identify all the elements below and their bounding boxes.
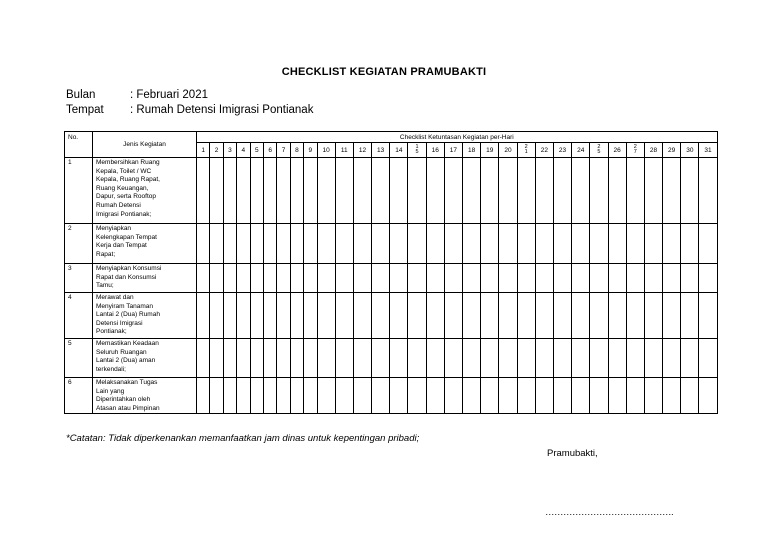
checklist-cell[interactable]	[390, 264, 408, 293]
checklist-cell[interactable]	[353, 264, 371, 293]
checklist-cell[interactable]	[444, 224, 462, 264]
checklist-cell[interactable]	[626, 224, 644, 264]
row-number: 3	[65, 264, 93, 293]
row-number: 1	[65, 158, 93, 224]
checklist-cell[interactable]	[626, 264, 644, 293]
checklist-cell[interactable]	[644, 224, 662, 264]
activity-line: Merawat dan	[96, 294, 134, 301]
checklist-cell[interactable]	[210, 293, 223, 339]
checklist-cell[interactable]	[608, 158, 626, 224]
checklist-cell[interactable]	[390, 158, 408, 224]
checklist-cell[interactable]	[444, 339, 462, 378]
checklist-cell[interactable]	[317, 293, 335, 339]
checklist-cell[interactable]	[372, 378, 390, 414]
checklist-cell[interactable]	[335, 158, 353, 224]
day-header: 12	[353, 143, 371, 158]
checklist-cell[interactable]	[535, 339, 553, 378]
checklist-cell[interactable]	[197, 339, 210, 378]
checklist-cell[interactable]	[250, 224, 263, 264]
checklist-cell[interactable]	[390, 378, 408, 414]
activity-line: Lantai 2 (Dua) Rumah	[96, 311, 160, 319]
checklist-cell[interactable]	[372, 158, 390, 224]
checklist-cell[interactable]	[223, 224, 236, 264]
checklist-cell[interactable]	[408, 264, 426, 293]
day-header: 23	[553, 143, 571, 158]
note-text: *Catatan: Tidak diperkenankan memanfaatkan jam dinas untuk kepentingan pribadi;	[66, 433, 420, 444]
checklist-cell[interactable]	[197, 378, 210, 414]
checklist-cell[interactable]	[553, 378, 571, 414]
checklist-cell[interactable]	[390, 339, 408, 378]
checklist-cell[interactable]	[210, 378, 223, 414]
day-header: 24	[572, 143, 590, 158]
activity-line: Pontianak;	[96, 328, 127, 336]
activity-line: Membersihkan Ruang	[96, 159, 160, 166]
activity-description	[93, 293, 197, 339]
activity-line: Menyiram Tanaman	[96, 302, 153, 310]
checklist-cell[interactable]	[353, 158, 371, 224]
checklist-cell[interactable]	[626, 378, 644, 414]
day-header: 2 5	[590, 143, 608, 158]
checklist-cell[interactable]	[517, 339, 535, 378]
document-title: CHECKLIST KEGIATAN PRAMUBAKTI	[281, 66, 487, 78]
day-header: 19	[481, 143, 499, 158]
checklist-cell[interactable]	[608, 339, 626, 378]
checklist-cell[interactable]	[335, 378, 353, 414]
checklist-cell[interactable]	[481, 293, 499, 339]
table-row	[65, 158, 718, 224]
table-row	[65, 264, 718, 293]
checklist-cell[interactable]	[408, 378, 426, 414]
checklist-cell[interactable]	[590, 378, 608, 414]
checklist-cell[interactable]	[644, 378, 662, 414]
checklist-cell[interactable]	[277, 378, 290, 414]
checklist-cell[interactable]	[572, 158, 590, 224]
checklist-cell[interactable]	[481, 378, 499, 414]
day-header: 2	[210, 143, 223, 158]
checklist-cell[interactable]	[663, 158, 681, 224]
checklist-cell[interactable]	[572, 264, 590, 293]
checklist-cell[interactable]	[335, 293, 353, 339]
checklist-cell[interactable]	[663, 339, 681, 378]
checklist-cell[interactable]	[699, 378, 717, 414]
checklist-cell[interactable]	[250, 339, 263, 378]
checklist-cell[interactable]	[681, 224, 699, 264]
checklist-cell[interactable]	[644, 293, 662, 339]
checklist-cell[interactable]	[463, 339, 481, 378]
checklist-cell[interactable]	[335, 224, 353, 264]
checklist-cell[interactable]	[681, 158, 699, 224]
checklist-cell[interactable]	[699, 293, 717, 339]
checklist-cell[interactable]	[390, 293, 408, 339]
checklist-cell[interactable]	[535, 293, 553, 339]
table-row	[65, 339, 718, 378]
checklist-cell[interactable]	[353, 378, 371, 414]
checklist-cell[interactable]	[372, 339, 390, 378]
activity-line: terkendali;	[96, 365, 126, 373]
activity-line: Menyiapkan	[96, 225, 132, 232]
day-header: 9	[304, 143, 317, 158]
checklist-cell[interactable]	[572, 378, 590, 414]
checklist-cell[interactable]	[517, 293, 535, 339]
activity-line: Diperintahkan oleh	[96, 396, 151, 404]
checklist-cell[interactable]	[408, 293, 426, 339]
checklist-cell[interactable]	[517, 158, 535, 224]
checklist-cell[interactable]	[277, 158, 290, 224]
checklist-cell[interactable]	[210, 264, 223, 293]
checklist-cell[interactable]	[237, 378, 250, 414]
checklist-cell[interactable]	[463, 378, 481, 414]
checklist-cell[interactable]	[590, 293, 608, 339]
activity-line: Melaksanakan Tugas	[96, 379, 158, 386]
day-header: 14	[390, 143, 408, 158]
activity-line: Lain yang	[96, 387, 125, 395]
activity-line: Memastikan Keadaan	[96, 340, 159, 347]
checklist-cell[interactable]	[681, 293, 699, 339]
checklist-cell[interactable]	[608, 378, 626, 414]
checklist-cell[interactable]	[699, 158, 717, 224]
day-header: 1 5	[408, 143, 426, 158]
signature-line: …………………………………….	[545, 507, 674, 518]
checklist-cell[interactable]	[608, 224, 626, 264]
checklist-cell[interactable]	[237, 264, 250, 293]
checklist-cell[interactable]	[263, 158, 276, 224]
checklist-cell[interactable]	[372, 224, 390, 264]
bulan-value: : Februari 2021	[130, 89, 208, 101]
jenis-kegiatan-header: Jenis Kegiatan	[93, 132, 197, 158]
checklist-cell[interactable]	[535, 264, 553, 293]
checklist-cell[interactable]	[590, 158, 608, 224]
checklist-cell[interactable]	[237, 293, 250, 339]
checklist-cell[interactable]	[499, 158, 517, 224]
day-header: 3	[223, 143, 236, 158]
checklist-cell[interactable]	[408, 224, 426, 264]
checklist-cell[interactable]	[290, 264, 303, 293]
checklist-cell[interactable]	[250, 264, 263, 293]
checklist-cell[interactable]	[481, 224, 499, 264]
checklist-cell[interactable]	[237, 158, 250, 224]
checklist-cell[interactable]	[197, 293, 210, 339]
checklist-cell[interactable]	[663, 264, 681, 293]
checklist-cell[interactable]	[304, 158, 317, 224]
activity-line: Dapur, serta Rooftop	[96, 193, 156, 201]
signature-label: Pramubakti,	[547, 448, 598, 459]
checklist-cell[interactable]	[372, 264, 390, 293]
checklist-cell[interactable]	[463, 264, 481, 293]
checklist-cell[interactable]	[626, 293, 644, 339]
activity-line: Tamu;	[96, 282, 114, 290]
checklist-cell[interactable]	[317, 158, 335, 224]
checklist-cell[interactable]	[517, 378, 535, 414]
checklist-cell[interactable]	[372, 293, 390, 339]
activity-line: Rumah Detensi	[96, 201, 141, 209]
checklist-cell[interactable]	[535, 224, 553, 264]
checklist-cell[interactable]	[663, 293, 681, 339]
checklist-cell[interactable]	[699, 224, 717, 264]
checklist-cell[interactable]	[223, 378, 236, 414]
activity-line: Imigrasi Pontianak;	[96, 210, 152, 218]
row-number: 6	[65, 378, 93, 414]
checklist-cell[interactable]	[499, 264, 517, 293]
checklist-cell[interactable]	[197, 264, 210, 293]
day-header: 16	[426, 143, 444, 158]
checklist-cell[interactable]	[290, 339, 303, 378]
checklist-cell[interactable]	[590, 224, 608, 264]
checklist-cell[interactable]	[353, 339, 371, 378]
day-header: 10	[317, 143, 335, 158]
checklist-cell[interactable]	[304, 339, 317, 378]
row-number: 5	[65, 339, 93, 378]
table-row	[65, 224, 718, 264]
checklist-cell[interactable]	[263, 264, 276, 293]
checklist-cell[interactable]	[444, 264, 462, 293]
checklist-cell[interactable]	[408, 158, 426, 224]
checklist-cell[interactable]	[317, 224, 335, 264]
checklist-cell[interactable]	[572, 293, 590, 339]
tempat-label: Tempat	[66, 104, 104, 116]
bulan-label: Bulan	[66, 89, 96, 101]
checklist-cell[interactable]	[317, 378, 335, 414]
checklist-cell[interactable]	[277, 339, 290, 378]
day-header: 22	[535, 143, 553, 158]
day-header: 13	[372, 143, 390, 158]
checklist-cell[interactable]	[608, 293, 626, 339]
checklist-cell[interactable]	[277, 293, 290, 339]
checklist-cell[interactable]	[426, 293, 444, 339]
checklist-cell[interactable]	[517, 264, 535, 293]
checklist-cell[interactable]	[263, 378, 276, 414]
checklist-cell[interactable]	[608, 264, 626, 293]
checklist-cell[interactable]	[644, 264, 662, 293]
checklist-table	[64, 131, 718, 414]
checklist-cell[interactable]	[644, 158, 662, 224]
activity-description	[93, 158, 197, 224]
checklist-cell[interactable]	[499, 378, 517, 414]
row-number: 2	[65, 224, 93, 264]
checklist-cell[interactable]	[463, 224, 481, 264]
checklist-group-header: Checklist Ketuntasan Kegiatan per-Hari	[197, 132, 718, 143]
checklist-cell[interactable]	[444, 378, 462, 414]
activity-line: Rapat dan Konsumsi	[96, 273, 157, 281]
checklist-cell[interactable]	[481, 339, 499, 378]
checklist-cell[interactable]	[444, 293, 462, 339]
checklist-cell[interactable]	[681, 378, 699, 414]
checklist-cell[interactable]	[223, 264, 236, 293]
row-number: 4	[65, 293, 93, 339]
checklist-cell[interactable]	[681, 264, 699, 293]
checklist-cell[interactable]	[553, 158, 571, 224]
checklist-cell[interactable]	[699, 264, 717, 293]
checklist-cell[interactable]	[335, 264, 353, 293]
day-header: 30	[681, 143, 699, 158]
tempat-value: : Rumah Detensi Imigrasi Pontianak	[130, 104, 314, 116]
day-header: 28	[644, 143, 662, 158]
checklist-cell[interactable]	[499, 339, 517, 378]
checklist-cell[interactable]	[290, 224, 303, 264]
checklist-cell[interactable]	[353, 224, 371, 264]
checklist-cell[interactable]	[290, 378, 303, 414]
checklist-cell[interactable]	[590, 264, 608, 293]
checklist-cell[interactable]	[426, 264, 444, 293]
checklist-cell[interactable]	[237, 224, 250, 264]
checklist-cell[interactable]	[263, 339, 276, 378]
checklist-cell[interactable]	[663, 378, 681, 414]
no-column-header: No.	[65, 132, 93, 158]
checklist-cell[interactable]	[277, 224, 290, 264]
checklist-cell[interactable]	[553, 293, 571, 339]
day-header: 2 1	[517, 143, 535, 158]
day-header: 7	[277, 143, 290, 158]
checklist-cell[interactable]	[263, 293, 276, 339]
checklist-cell[interactable]	[626, 339, 644, 378]
checklist-cell[interactable]	[263, 224, 276, 264]
checklist-cell[interactable]	[353, 293, 371, 339]
activity-line: Kepala, Toilet / WC	[96, 167, 152, 175]
checklist-cell[interactable]	[250, 378, 263, 414]
day-header: 5	[250, 143, 263, 158]
checklist-cell[interactable]	[553, 264, 571, 293]
day-header: 26	[608, 143, 626, 158]
checklist-cell[interactable]	[553, 224, 571, 264]
activity-line: Ruang Keuangan,	[96, 184, 149, 192]
checklist-cell[interactable]	[304, 224, 317, 264]
checklist-cell[interactable]	[277, 264, 290, 293]
checklist-cell[interactable]	[290, 293, 303, 339]
table-row	[65, 378, 718, 414]
checklist-cell[interactable]	[237, 339, 250, 378]
checklist-cell[interactable]	[572, 224, 590, 264]
day-header: 6	[263, 143, 276, 158]
checklist-cell[interactable]	[481, 158, 499, 224]
checklist-cell[interactable]	[223, 293, 236, 339]
checklist-cell[interactable]	[426, 224, 444, 264]
activity-line: Detensi Imigrasi	[96, 319, 143, 327]
table-row	[65, 293, 718, 339]
checklist-cell[interactable]	[210, 339, 223, 378]
day-header: 17	[444, 143, 462, 158]
checklist-cell[interactable]	[463, 158, 481, 224]
checklist-cell[interactable]	[426, 158, 444, 224]
activity-line: Kelengkapan Tempat	[96, 233, 157, 241]
checklist-cell[interactable]	[699, 339, 717, 378]
checklist-cell[interactable]	[250, 158, 263, 224]
checklist-cell[interactable]	[463, 293, 481, 339]
day-header: 4	[237, 143, 250, 158]
checklist-cell[interactable]	[426, 378, 444, 414]
checklist-cell[interactable]	[210, 158, 223, 224]
activity-line: Menyiapkan Konsumsi	[96, 265, 162, 272]
activity-line: Seluruh Ruangan	[96, 348, 147, 356]
activity-line: Rapat;	[96, 250, 116, 258]
checklist-cell[interactable]	[197, 158, 210, 224]
activity-line: Lantai 2 (Dua) aman	[96, 357, 156, 365]
activity-description	[93, 378, 197, 414]
checklist-cell[interactable]	[535, 158, 553, 224]
day-header: 2 7	[626, 143, 644, 158]
checklist-cell[interactable]	[590, 339, 608, 378]
checklist-cell[interactable]	[197, 224, 210, 264]
checklist-cell[interactable]	[223, 158, 236, 224]
checklist-cell[interactable]	[499, 293, 517, 339]
checklist-cell[interactable]	[250, 293, 263, 339]
checklist-cell[interactable]	[553, 339, 571, 378]
day-header: 8	[290, 143, 303, 158]
checklist-cell[interactable]	[644, 339, 662, 378]
checklist-cell[interactable]	[481, 264, 499, 293]
checklist-cell[interactable]	[304, 264, 317, 293]
checklist-cell[interactable]	[426, 339, 444, 378]
activity-line: Atasan atau Pimpinan	[96, 404, 160, 412]
checklist-cell[interactable]	[626, 158, 644, 224]
checklist-cell[interactable]	[210, 224, 223, 264]
checklist-cell[interactable]	[663, 224, 681, 264]
checklist-cell[interactable]	[444, 158, 462, 224]
checklist-cell[interactable]	[223, 339, 236, 378]
activity-description	[93, 264, 197, 293]
day-header: 20	[499, 143, 517, 158]
day-header: 1	[197, 143, 210, 158]
checklist-cell[interactable]	[317, 339, 335, 378]
checklist-cell[interactable]	[681, 339, 699, 378]
checklist-cell[interactable]	[390, 224, 408, 264]
checklist-cell[interactable]	[408, 339, 426, 378]
checklist-cell[interactable]	[499, 224, 517, 264]
day-header: 31	[699, 143, 717, 158]
day-header: 11	[335, 143, 353, 158]
activity-line: Kerja dan Tempat	[96, 242, 147, 250]
activity-description	[93, 339, 197, 378]
checklist-cell[interactable]	[304, 378, 317, 414]
activity-description	[93, 224, 197, 264]
checklist-cell[interactable]	[317, 264, 335, 293]
checklist-cell[interactable]	[572, 339, 590, 378]
day-header: 18	[463, 143, 481, 158]
activity-line: Kepala, Ruang Rapat,	[96, 176, 160, 184]
checklist-cell[interactable]	[535, 378, 553, 414]
checklist-cell[interactable]	[304, 293, 317, 339]
checklist-cell[interactable]	[517, 224, 535, 264]
checklist-cell[interactable]	[335, 339, 353, 378]
checklist-cell[interactable]	[290, 158, 303, 224]
day-header: 29	[663, 143, 681, 158]
